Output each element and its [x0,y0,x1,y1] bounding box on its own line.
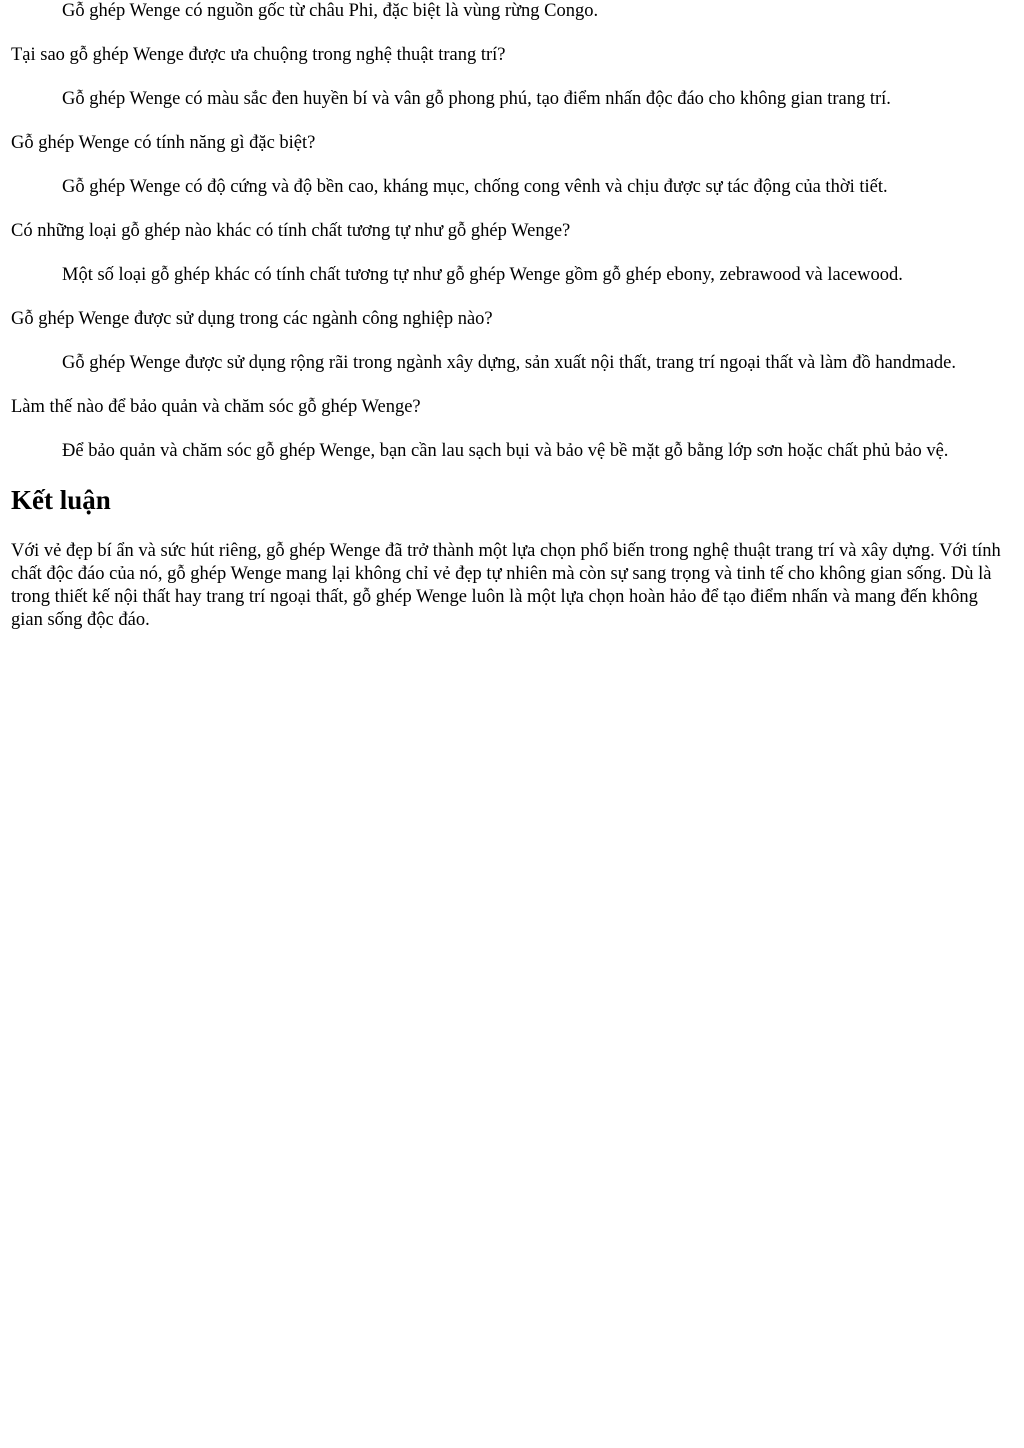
faq-answer: Gỗ ghép Wenge có độ cứng và độ bền cao, kháng mục, chống cong vênh và chịu được sự tác động của thời tiết. [62,177,888,197]
faq-list [11,0,1011,463]
conclusion-heading: Kết luận [11,485,111,515]
faq-question: Gỗ ghép Wenge có tính năng gì đặc biệt? [11,133,316,153]
article-body [11,0,1011,632]
faq-question: Gỗ ghép Wenge được sử dụng trong các ngành công nghiệp nào? [11,309,493,329]
faq-answer: Gỗ ghép Wenge có màu sắc đen huyền bí và vân gỗ phong phú, tạo điểm nhấn độc đáo cho không gian trang trí. [62,89,891,109]
faq-answer: Một số loại gỗ ghép khác có tính chất tương tự như gỗ ghép Wenge gồm gỗ ghép ebony, zebrawood và lacewood. [62,265,903,285]
faq-question: Làm thế nào để bảo quản và chăm sóc gỗ ghép Wenge? [11,397,421,417]
faq-question: Có những loại gỗ ghép nào khác có tính chất tương tự như gỗ ghép Wenge? [11,221,571,241]
faq-answer: Gỗ ghép Wenge có nguồn gốc từ châu Phi, đặc biệt là vùng rừng Congo. [62,1,599,21]
conclusion-paragraph: Với vẻ đẹp bí ẩn và sức hút riêng, gỗ ghép Wenge đã trở thành một lựa chọn phổ biến trong nghệ thuật trang trí và xây dựng. Với tính chất độc đáo của nó, gỗ ghép Wenge mang lại không chỉ vẻ đẹp tự nhiên mà còn sự sang trọng và tinh tế cho không gian sống. Dù là trong thiết kế nội thất hay trang trí ngoại thất, gỗ ghép Wenge luôn là một lựa chọn hoàn hảo để tạo điểm nhấn và mang đến không gian sống độc đáo. [11,541,1001,630]
faq-answer: Gỗ ghép Wenge được sử dụng rộng rãi trong ngành xây dựng, sản xuất nội thất, trang trí ngoại thất và làm đồ handmade. [62,353,956,373]
faq-question: Tại sao gỗ ghép Wenge được ưa chuộng trong nghệ thuật trang trí? [11,45,506,65]
faq-answer: Để bảo quản và chăm sóc gỗ ghép Wenge, bạn cần lau sạch bụi và bảo vệ bề mặt gỗ bằng lớp sơn hoặc chất phủ bảo vệ. [62,441,949,461]
